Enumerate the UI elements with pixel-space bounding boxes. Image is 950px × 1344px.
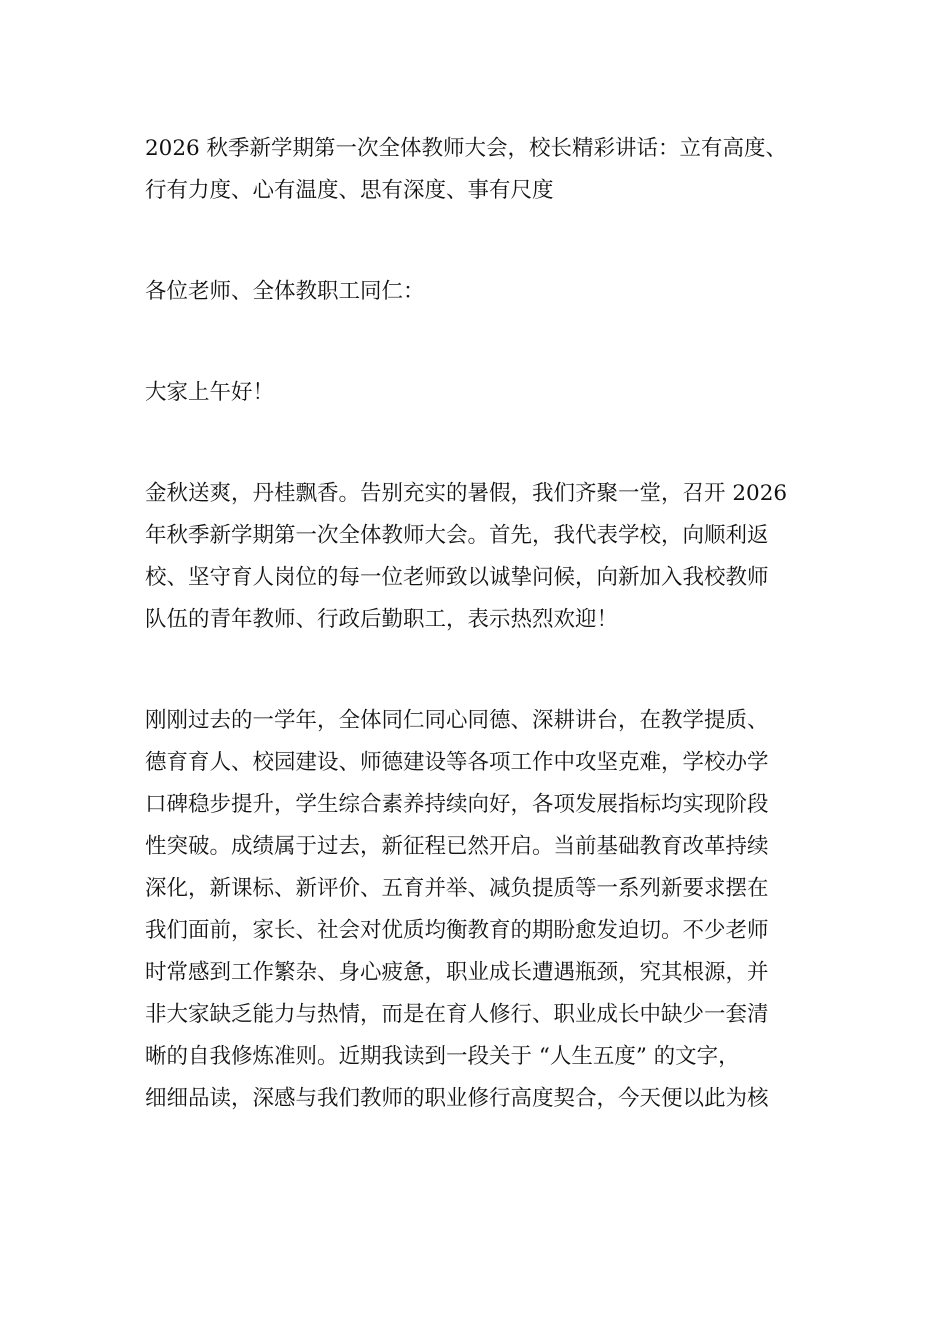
title-line: 行有力度、心有温度、思有深度、事有尺度 [145,178,554,203]
paragraph-line: 时常感到工作繁杂、身心疲惫，职业成长遭遇瓶颈，究其根源，并 [145,960,769,985]
paragraph-line: 德育育人、校园建设、师德建设等各项工作中攻坚克难，学校办学 [145,750,769,775]
paragraph-line: 校、坚守育人岗位的每一位老师致以诚挚问候，向新加入我校教师 [145,565,769,590]
paragraph-line: 深化，新课标、新评价、五育并举、减负提质等一系列新要求摆在 [145,876,769,901]
title-line: 2026 秋季新学期第一次全体教师大会，校长精彩讲话：立有高度、 [145,136,788,161]
paragraph-line: 细细品读，深感与我们教师的职业修行高度契合，今天便以此为核 [145,1086,769,1111]
document-body [145,128,807,1120]
paragraph-line: 性突破。成绩属于过去，新征程已然开启。当前基础教育改革持续 [145,834,769,859]
paragraph-2 [145,700,807,1120]
greeting: 大家上午好！ [145,380,275,405]
paragraph-line: 队伍的青年教师、行政后勤职工，表示热烈欢迎！ [145,607,619,632]
paragraph-line: 金秋送爽，丹桂飘香。告别充实的暑假，我们齐聚一堂，召开 2026 [145,481,788,506]
paragraph-line: 刚刚过去的一学年，全体同仁同心同德、深耕讲台，在教学提质、 [145,708,769,733]
paragraph-line: 我们面前，家长、社会对优质均衡教育的期盼愈发迫切。不少老师 [145,918,769,943]
paragraph-1 [145,473,807,641]
document-title [145,128,807,212]
salutation: 各位老师、全体教职工同仁： [145,279,425,304]
paragraph-line: 年秋季新学期第一次全体教师大会。首先，我代表学校，向顺利返 [145,523,769,548]
paragraph-line: 口碑稳步提升，学生综合素养持续向好，各项发展指标均实现阶段 [145,792,769,817]
paragraph-line: 晰的自我修炼准则。近期我读到一段关于 “人生五度” 的文字， [145,1044,740,1069]
paragraph-line: 非大家缺乏能力与热情，而是在育人修行、职业成长中缺少一套清 [145,1002,769,1027]
